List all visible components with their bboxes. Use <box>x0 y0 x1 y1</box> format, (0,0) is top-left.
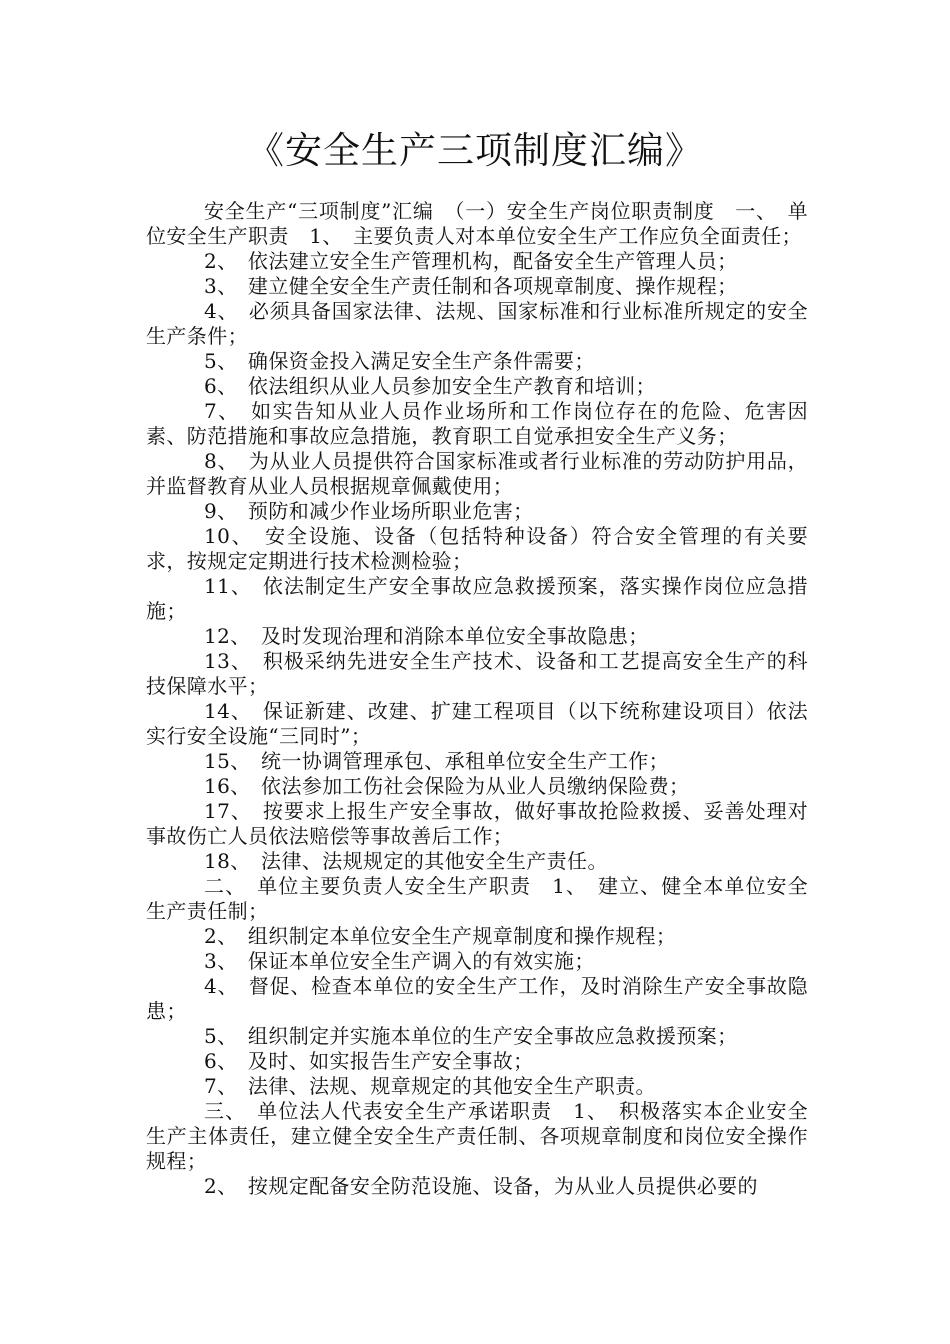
paragraph: 8、 为从业人员提供符合国家标准或者行业标准的劳动防护用品，并监督教育从业人员根据规章佩戴使用； <box>146 449 808 498</box>
paragraph: 18、 法律、法规规定的其他安全生产责任。 <box>204 849 608 873</box>
paragraph: 14、 保证新建、改建、扩建工程项目（以下统称建设项目）依法实行安全设施“三同时”； <box>146 699 808 748</box>
paragraph: 2、 组织制定本单位安全生产规章制度和操作规程； <box>204 924 677 948</box>
paragraph: 16、 依法参加工伤社会保险为从业人员缴纳保险费； <box>204 774 690 798</box>
document-title: 《安全生产三项制度汇编》 <box>247 129 703 172</box>
paragraph: 11、 依法制定生产安全事故应急救援预案，落实操作岗位应急措施； <box>146 574 808 623</box>
paragraph: 6、 及时、如实报告生产安全事故； <box>204 1049 534 1073</box>
paragraph: 2、 按规定配备安全防范设施、设备，为从业人员提供必要的 <box>204 1174 758 1198</box>
paragraph: 17、 按要求上报生产安全事故，做好事故抢险救援、妥善处理对事故伤亡人员依法赔偿等事故善后工作； <box>146 799 808 848</box>
paragraph: 4、 督促、检查本单位的安全生产工作，及时消除生产安全事故隐患； <box>146 974 808 1023</box>
paragraph: 二、 单位主要负责人安全生产职责 1、 建立、健全本单位安全生产责任制； <box>146 874 808 923</box>
paragraph: 6、 依法组织从业人员参加安全生产教育和培训； <box>204 374 656 398</box>
paragraph: 安全生产“三项制度”汇编 （一）安全生产岗位职责制度 一、 单位安全生产职责 1、 主要负责人对本单位安全生产工作应负全面责任； <box>146 199 808 248</box>
paragraph: 5、 确保资金投入满足安全生产条件需要； <box>204 349 595 373</box>
paragraph: 4、 必须具备国家法律、法规、国家标准和行业标准所规定的安全生产条件； <box>146 299 808 348</box>
paragraph: 15、 统一协调管理承包、承租单位安全生产工作； <box>204 749 670 773</box>
paragraph: 3、 建立健全安全生产责任制和各项规章制度、操作规程； <box>204 274 738 298</box>
paragraph: 三、 单位法人代表安全生产承诺职责 1、 积极落实本企业安全生产主体责任，建立健全安全生产责任制、各项规章制度和岗位安全操作规程； <box>146 1099 808 1173</box>
paragraph: 12、 及时发现治理和消除本单位安全事故隐患； <box>204 624 649 648</box>
paragraph: 7、 法律、法规、规章规定的其他安全生产职责。 <box>204 1074 656 1098</box>
paragraph: 9、 预防和减少作业场所职业危害； <box>204 499 534 523</box>
paragraph: 7、 如实告知从业人员作业场所和工作岗位存在的危险、危害因素、防范措施和事故应急措施，教育职工自觉承担安全生产义务； <box>146 399 808 448</box>
paragraph: 5、 组织制定并实施本单位的生产安全事故应急救援预案； <box>204 1024 738 1048</box>
paragraph: 10、 安全设施、设备（包括特种设备）符合安全管理的有关要求，按规定定期进行技术检测检验； <box>146 524 808 573</box>
document-body <box>146 199 808 1199</box>
paragraph: 13、 积极采纳先进安全生产技术、设备和工艺提高安全生产的科技保障水平； <box>146 649 808 698</box>
paragraph: 3、 保证本单位安全生产调入的有效实施； <box>204 949 595 973</box>
paragraph: 2、 依法建立安全生产管理机构，配备安全生产管理人员； <box>204 249 738 273</box>
